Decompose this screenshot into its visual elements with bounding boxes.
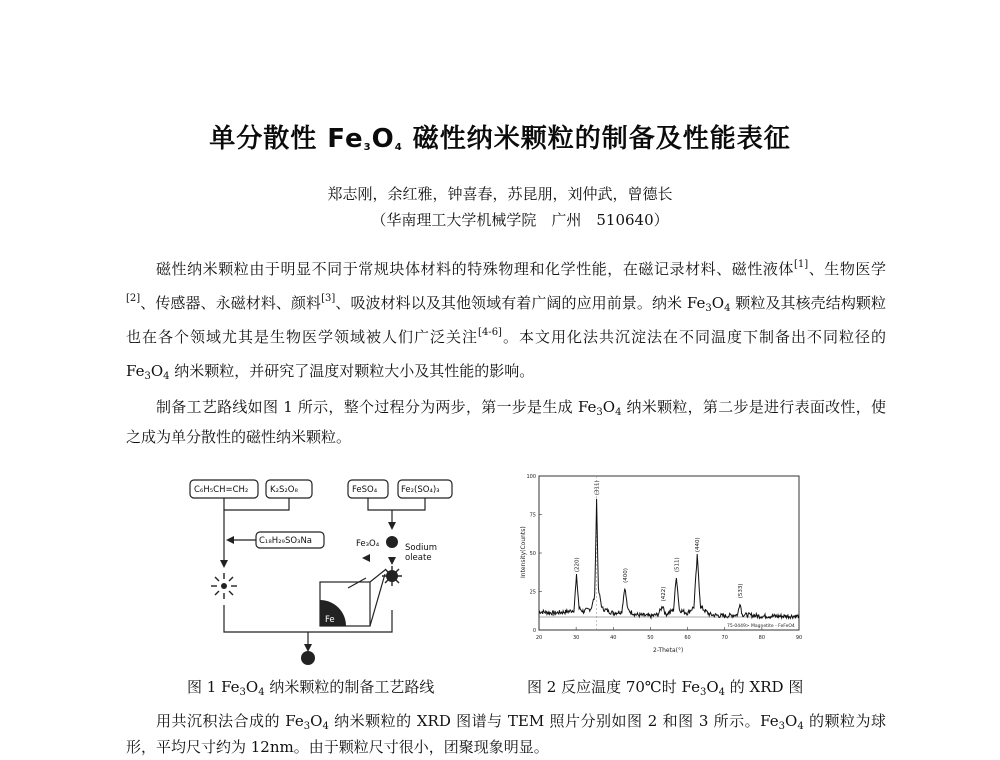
process-paragraph: 制备工艺路线如图 1 所示，整个过程分为两步，第一步是生成 $Fe_3O_4$ 纳米颗粒，第二步是进行表面改性，使之成为单分散性的磁性纳米颗粒。 bbox=[126, 398, 886, 446]
label-sodium: Sodium bbox=[405, 543, 438, 553]
xrd-plot-frame bbox=[539, 476, 799, 630]
label-fe3o4: Fe₃O₄ bbox=[356, 539, 380, 549]
xrd-x-tick-label: 90 bbox=[795, 635, 803, 641]
xrd-y-axis-label: Intensity(Counts) bbox=[520, 526, 527, 578]
xrd-peak-label: (311) bbox=[594, 480, 601, 496]
xrd-y-tick-label: 100 bbox=[526, 474, 536, 480]
xrd-peak-label: (440) bbox=[695, 537, 702, 553]
xrd-x-tick-label: 60 bbox=[684, 635, 691, 641]
xrd-x-ticks bbox=[536, 627, 802, 641]
results-paragraph: 用共沉积法合成的 $Fe_3O_4$ 纳米颗粒的 XRD 图谱与 TEM 照片分别如图 2 和图 3 所示。$Fe_3O_4$ 的颗粒为球形，平均尺寸约为 12nm。由于颗粒尺寸很小，团聚现象明显。 bbox=[126, 712, 886, 756]
xrd-peak-label: (511) bbox=[674, 557, 681, 573]
xrd-x-tick-label: 40 bbox=[610, 635, 617, 641]
figure-1-caption: 图 1 $Fe_3O_4$ 纳米颗粒的制备工艺路线 bbox=[187, 678, 435, 698]
xrd-x-tick-label: 50 bbox=[647, 635, 654, 641]
label-persulfate: K₂S₂O₈ bbox=[270, 485, 298, 495]
xrd-y-tick-label: 50 bbox=[529, 551, 536, 557]
xrd-x-tick-label: 20 bbox=[535, 635, 543, 641]
xrd-x-axis-label: 2-Theta(°) bbox=[653, 647, 684, 654]
xrd-x-tick-label: 80 bbox=[758, 635, 766, 641]
xrd-y-tick-label: 0 bbox=[532, 628, 536, 634]
xrd-peak-label: (220) bbox=[574, 557, 581, 573]
xrd-x-tick-label: 30 bbox=[572, 635, 580, 641]
label-styrene: C₆H₅CH=CH₂ bbox=[194, 485, 249, 495]
label-fe: Fe bbox=[325, 615, 335, 625]
affiliation: （华南理工大学机械学院 广州 510640） bbox=[371, 211, 669, 229]
xrd-peak-label: (422) bbox=[661, 586, 668, 602]
xrd-x-tick-label: 70 bbox=[721, 635, 728, 641]
paper-title: 单分散性 $Fe_3O_4$ 磁性纳米颗粒的制备及性能表征 bbox=[209, 124, 791, 154]
xrd-peak-label: (400) bbox=[622, 568, 629, 583]
xrd-peak-labels bbox=[575, 480, 744, 601]
xrd-chart bbox=[515, 468, 815, 668]
figure-1-diagram bbox=[170, 470, 490, 670]
xrd-y-ticks bbox=[526, 474, 542, 634]
label-surfactant: C₁₈H₂₉SO₃Na bbox=[259, 536, 313, 546]
label-feso4: FeSO₄ bbox=[352, 485, 378, 495]
label-fe2so43: Fe₂(SO₄)₃ bbox=[401, 485, 440, 495]
xrd-y-tick-label: 25 bbox=[529, 589, 536, 596]
xrd-peak-label: (533) bbox=[737, 583, 744, 599]
xrd-reference-label: 75-0449> Magnetite - FeFeO4 bbox=[727, 624, 795, 629]
xrd-y-tick-label: 75 bbox=[529, 512, 536, 519]
intro-paragraph: 磁性纳米颗粒由于明显不同于常规块体材料的特殊物理和化学性能，在磁记录材料、磁性液体[1]、生物医学[2]、传感器、永磁材料、颜料[3]、吸波材料以及其他领域有着广阔的应用前景。纳米 $Fe_3O_4$ 颗粒及其核壳结构颗粒也在各个领域尤其是生物医学领域被人们广泛关注[4-6]。本文用化法共沉淀法在不同温度下制备出不同粒径的 $Fe_3O_4$ 纳米颗粒，并研究了温度对颗粒大小及其性能的影响。 bbox=[126, 259, 886, 382]
author-list: 郑志刚，余红雅，钟喜春，苏昆朋，刘仲武，曾德长 bbox=[327, 185, 673, 203]
label-oleate: oleate bbox=[405, 553, 432, 563]
figure-2-caption: 图 2 反应温度 70℃时 $Fe_3O_4$ 的 XRD 图 bbox=[527, 678, 804, 698]
